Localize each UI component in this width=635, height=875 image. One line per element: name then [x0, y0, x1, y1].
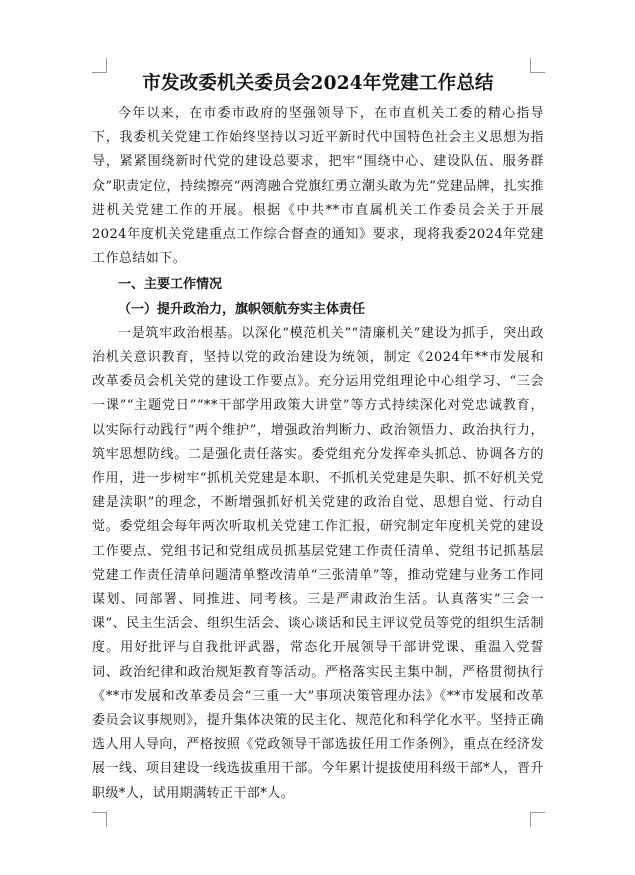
- section-heading: 一、主要工作情况: [118, 277, 223, 293]
- intro-paragraph: 今年以来，在市委市政府的坚强领导下，在市直机关工委的精心指导下，我委机关党建工作始终坚持以习近平新时代中国特色社会主义思想为指导，紧紧围绕新时代党的建设总要求，把牢“围绕中心、建设队伍、服务群众”职责定位，持续擦亮“两湾融合党旗红勇立潮头敢为先”党建品牌，扎实推进机关党建工作的开展。根据《中共**市直属机关工作委员会关于开展2024年度机关党建重点工作综合督查的通知》要求，现将我委2024年党建工作总结如下。: [92, 106, 544, 267]
- crop-mark-bottom-left: [92, 812, 107, 827]
- subsection-heading: （一）提升政治力，旗帜领航夯实主体责任: [118, 301, 366, 317]
- document-title: 市发改委机关委员会2024年党建工作总结: [142, 73, 494, 94]
- crop-mark-bottom-right: [530, 812, 545, 827]
- body-paragraph: 一是筑牢政治根基。以深化“模范机关”“清廉机关”建设为抓手，突出政治机关意识教育，坚持以党的政治建设为统领，制定《2024年**市发展和改革委员会机关党的建设工作要点》。充分运用党组理论中心组学习、“三会一课”“主题党日”“**干部学用政策大讲堂”等方式持续深化对党忠诚教育，以实际行动践行“两个维护”，增强政治判断力、政治领悟力、政治执行力，筑牢思想防线。二是强化责任落实。委党组充分发挥牵头抓总、协调各方的作用，进一步树牢“抓机关党建是本职、不抓机关党建是失职、抓不好机关党建是渎职”的理念，不断增强抓好机关党建的政治自觉、思想自觉、行动自觉。委党组会每年两次听取机关党建工作汇报，研究制定年度机关党的建设工作要点、党组书记和党组成员抓基层党建工作责任清单、党组书记抓基层党建工作责任清单问题清单整改清单“三张清单”等，推动党建与业务工作同谋划、同部署、同推进、同考核。三是严肃政治生活。认真落实“三会一课”、民主生活会、组织生活会、谈心谈话和民主评议党员等党的组织生活制度。用好批评与自我批评武器，常态化开展领导干部讲党课、重温入党誓词、政治纪律和政治规矩教育等活动。严格落实民主集中制，严格贯彻执行《**市发展和改革委员会“三重一大”事项决策管理办法》《**市发展和改革委员会议事规则》，提升集体决策的民主化、规范化和科学化水平。坚持正确选人用人导向，严格按照《党政领导干部选拔任用工作条例》，重点在经济发展一线、项目建设一线选拔重用干部。今年累计提拔使用科级干部*人，晋升职级*人，试用期满转正干部*人。: [92, 325, 544, 801]
- document-body: [92, 70, 544, 806]
